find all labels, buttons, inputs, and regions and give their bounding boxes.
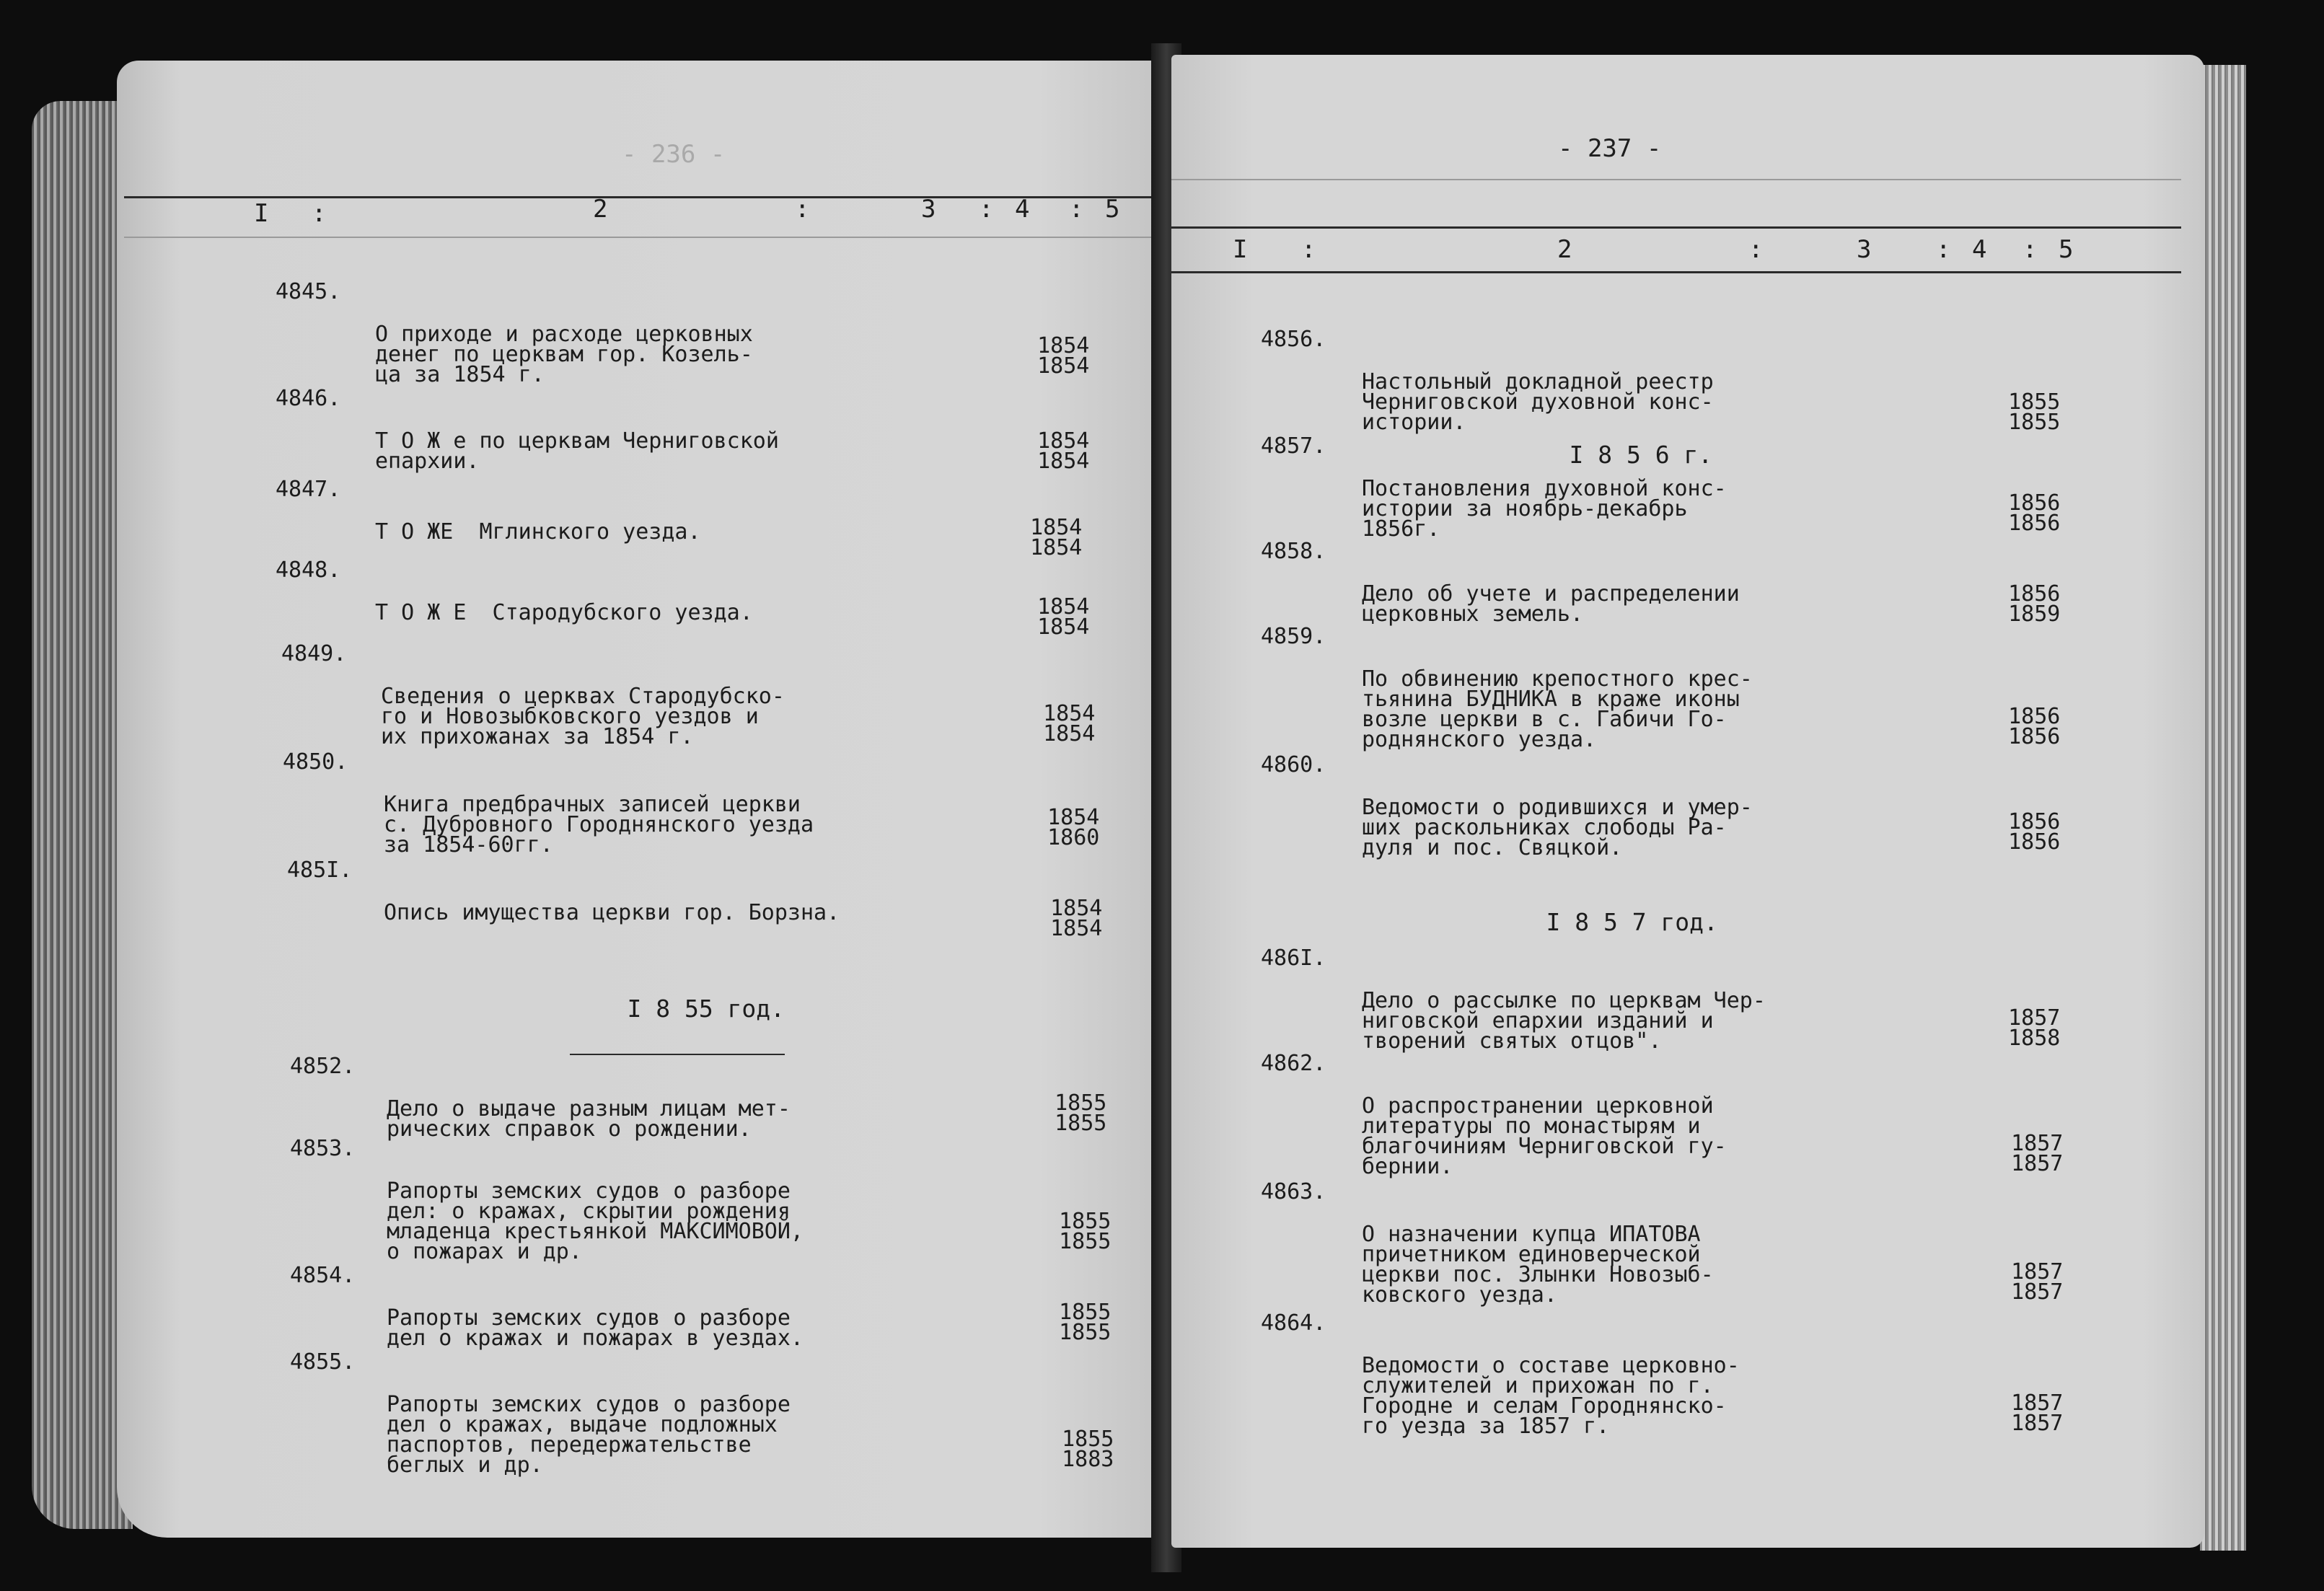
header-col-1: I [1233,235,1248,264]
entry-years: 1857 1857 [2011,1131,2064,1176]
entry-years: 1856 1859 [2008,581,2061,627]
entry-description: Постановления духовной конс- истории за ноябрь-декабрь 1856г. [1362,476,1727,542]
entry-description: О распространении церковной литературы по монастырям и благочиниям Черниговской гу- бернии. [1362,1093,1727,1179]
header-col-5: 5 [1105,195,1120,224]
entry-description: Рапорты земских судов о разборе дел о кражах и пожарах в уездах. [387,1305,804,1351]
entry-years: 1857 1857 [2011,1259,2064,1305]
entry-years: 1854 1854 [1043,701,1096,746]
header-col-3: 3 [1857,235,1872,264]
section-heading-1857: I 8 5 7 год. [1546,908,1718,936]
entry-number: 4856. [1261,327,1326,352]
entry-years: 1854 1854 [1037,333,1090,379]
entry-description: Дело о рассылке по церквам Чер- ниговской епархии изданий и творений святых отцов". [1362,988,1766,1054]
entry-years: 1854 1860 [1047,805,1100,850]
header-sep: : [979,195,994,224]
entry-number: 4854. [290,1263,356,1288]
entry-description: Книга предбрачных записей церкви с. Дубровного Городнянского уезда за 1854-60гг. [384,792,814,858]
header-col-3: 3 [921,195,936,224]
entry-description: Рапорты земских судов о разборе дел: о кражах, скрытии рождения младенца крестьянкой МАКСИМОВОЙ, о пожарах и др. [387,1178,804,1264]
entry-description: Рапорты земских судов о разборе дел о кражах, выдаче подложных паспортов, передержательстве беглых и др. [387,1392,791,1478]
entry-years: 1854 1854 [1050,896,1103,941]
header-sep: : [1301,235,1316,264]
section-heading-1856: I 8 5 6 г. [1569,441,1713,469]
entry-description: О приходе и расходе церковных денег по церквам гор. Козель- ца за 1854 г. [375,322,753,387]
entry-number: 4850. [283,749,348,775]
header-top-rule [124,196,1163,198]
header-col-1: I [254,199,269,228]
entry-description: Т О ЖЕ Мглинского уезда. [375,519,701,545]
header-col-5: 5 [2059,235,2074,264]
entry-years: 1854 1854 [1037,428,1090,474]
header-sep: : [795,195,810,224]
entry-number: 4845. [276,279,341,304]
entry-years: 1855 1855 [1059,1209,1112,1254]
entry-number: 4849. [281,641,347,666]
entry-description: Т О Ж Е Стародубского уезда. [375,600,753,625]
entry-number: 4857. [1261,433,1326,459]
entry-years: 1857 1858 [2008,1005,2061,1051]
header-sep: : [312,199,327,228]
header-col-4: 4 [1972,235,1987,264]
entry-description: По обвинению крепостного крес- тьянина БУДНИКА в краже иконы возле церкви в с. Габичи Го- роднянского уезда. [1362,666,1753,752]
page-number: - 237 - [1558,134,1662,163]
entry-number: 4860. [1261,752,1326,777]
entry-years: 1856 1856 [2008,490,2061,536]
entry-description: Дело о выдаче разным лицам мет- рических справок о рождении. [387,1096,791,1142]
entry-years: 1855 1855 [2008,389,2061,435]
right-page [1171,55,2204,1548]
entry-description: Настольный докладной реестр Черниговской духовной конс- истории. [1362,369,1714,435]
header-sep: : [1936,235,1951,264]
header-top-rule [1171,179,2181,180]
entry-years: 1857 1857 [2011,1391,2064,1436]
entry-number: 4847. [276,477,341,502]
page-number: - 236 - [622,140,726,169]
entry-description: Опись имущества церкви гор. Борзна. [384,900,840,925]
section-heading-1855: I 8 55 год. [570,966,785,1051]
entry-number: 4855. [290,1349,356,1375]
header-top-rule [1171,226,2181,229]
entry-number: 4848. [276,557,341,583]
left-page [117,61,1163,1538]
header-sep: : [2023,235,2038,264]
header-bottom-rule [124,237,1163,238]
entry-years: 1854 1854 [1030,515,1083,560]
entry-description: Ведомости о составе церковно- служителей и прихожан по г. Городне и селам Городнянско- го уезда за 1857 г. [1362,1353,1740,1439]
entry-number: 4846. [276,386,341,411]
entry-description: Ведомости о родившихся и умер- ших раскольниках слободы Ра- дуля и пос. Свяцкой. [1362,795,1753,860]
entry-number: 4853. [290,1136,356,1161]
entry-number: 4852. [290,1054,356,1079]
entry-years: 1855 1855 [1055,1090,1107,1136]
entry-number: 4863. [1261,1179,1326,1204]
entry-number: 486I. [1261,946,1326,971]
entry-description: Т О Ж е по церквам Черниговской епархии. [375,428,779,474]
entry-years: 1856 1856 [2008,704,2061,749]
entry-number: 4859. [1261,624,1326,649]
header-sep: : [1069,195,1084,224]
header-col-2: 2 [1557,235,1572,264]
entry-years: 1854 1854 [1037,594,1090,640]
entry-years: 1856 1856 [2008,809,2061,855]
entry-years: 1855 1883 [1062,1427,1114,1472]
header-bottom-rule [1171,271,2181,273]
entry-description: О назначении купца ИПАТОВА причетником единоверческой церкви пос. Злынки Новозыб- ковского уезда. [1362,1222,1714,1308]
entry-description: Сведения о церквах Стародубско- го и Новозыбковского уездов и их прихожанах за 1854 г. [381,684,785,749]
entry-description: Дело об учете и распределении церковных земель. [1362,581,1740,627]
header-col-2: 2 [593,195,608,224]
header-sep: : [1748,235,1764,264]
entry-number: 4858. [1261,539,1326,564]
right-page-stack [2200,65,2246,1551]
entry-number: 4862. [1261,1051,1326,1076]
header-col-4: 4 [1015,195,1030,224]
entry-years: 1855 1855 [1059,1300,1112,1345]
entry-number: 4864. [1261,1310,1326,1336]
entry-number: 485I. [287,858,353,883]
